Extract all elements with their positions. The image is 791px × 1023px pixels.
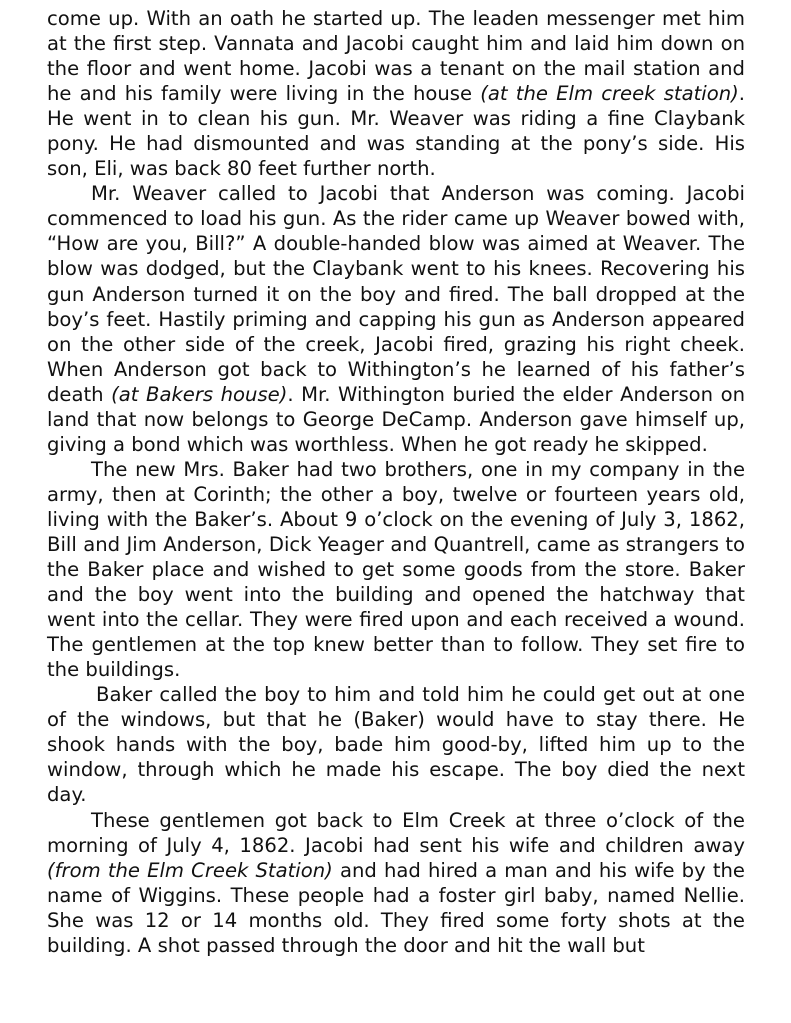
paragraph-baker-boy — [47, 682, 745, 807]
document-page — [47, 6, 745, 958]
paragraph-text: and had hired a man and his wife by the name of Wiggins. These people had a foster girl baby, named Nellie. She was 12 or 14 months old. They fired some forty shots at the building. A shot passed through the door and hit the wall but — [47, 858, 745, 957]
paragraph-continuation — [47, 6, 745, 181]
italic-aside: (at the Elm creek station) — [480, 82, 739, 106]
paragraph-elm-creek — [47, 808, 745, 958]
paragraph-weaver — [47, 181, 745, 457]
paragraph-text: . He went in to clean his gun. Mr. Weaver was riding a fine Claybank pony. He had dismounted and was standing at the pony’s side. His son, Eli, was back 80 feet further north. — [47, 82, 746, 181]
italic-aside: (at Bakers house) — [111, 382, 288, 406]
paragraph-text: These gentlemen got back to Elm Creek at three o’clock of the morning of July 4, 1862. Jacobi had sent his wife and children away — [47, 808, 745, 857]
paragraph-text: The new Mrs. Baker had two brothers, one in my company in the army, then at Corinth; the other a boy, twelve or fourteen years old, living with the Baker’s. About 9 o’clock on the evening of July 3, 1862, Bill and Jim Anderson, Dick Yeager and Quantrell, came as strangers to the Baker place and wished to get some goods from the store. Baker and the boy went into the building and opened the hatchway that went into the cellar. They were fired upon and each received a wound. The gentlemen at the top knew better than to follow. They set fire to the buildings. — [47, 457, 745, 682]
italic-aside: (from the Elm Creek Station) — [47, 858, 333, 882]
paragraph-mrs-baker — [47, 457, 745, 682]
paragraph-text: Baker called the boy to him and told him he could get out at one of the windows, but that he (Baker) would have to stay there. He shook hands with the boy, bade him good-by, lifted him up to the window, through which he made his escape. The boy died the next day. — [47, 683, 745, 807]
paragraph-text: come up. With an oath he started up. The leaden messenger met him at the first step. Vannata and Jacobi caught him and laid him down on the floor and went home. Jacobi was a tenant on the mail station and he and his family were living in the house — [47, 7, 745, 106]
paragraph-text: . Mr. Withington buried the elder Anderson on land that now belongs to George DeCamp. Anderson gave himself up, giving a bond which was worthless. When he got ready he skipped. — [47, 382, 745, 456]
paragraph-text: Mr. Weaver called to Jacobi that Anderson was coming. Jacobi commenced to load his gun. As the rider came up Weaver bowed with, “How are you, Bill?” A double-handed blow was aimed at Weaver. The blow was dodged, but the Claybank went to his knees. Recovering his gun Anderson turned it on the boy and fired. The ball dropped at the boy’s feet. Hastily priming and capping his gun as Anderson appeared on the other side of the creek, Jacobi fired, grazing his right cheek. When Anderson got back to Withington’s he learned of his father’s death — [47, 182, 745, 406]
